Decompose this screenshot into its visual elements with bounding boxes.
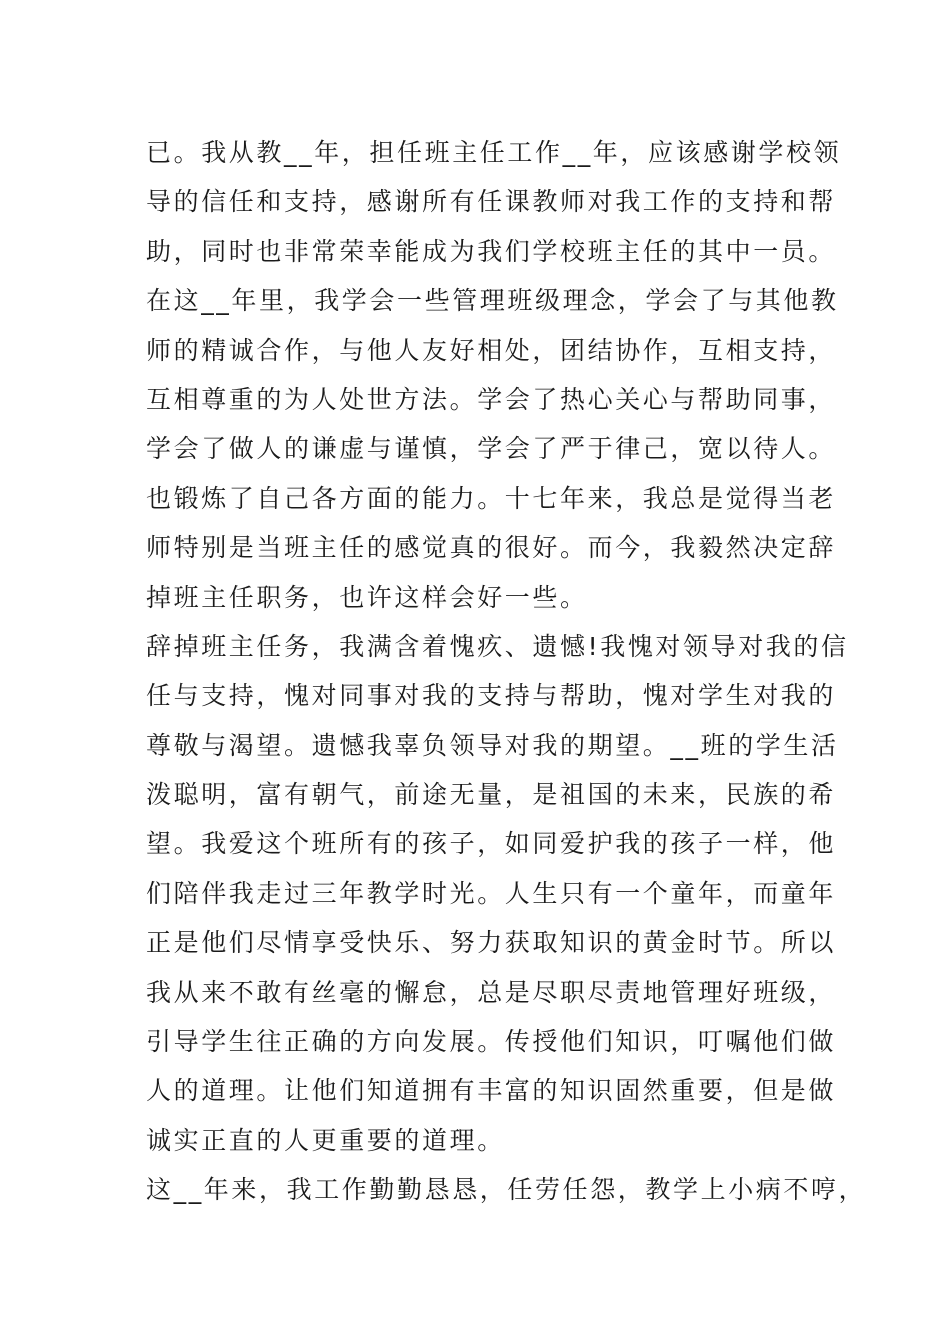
- text-line: 已。我从教__年，担任班主任工作__年，应该感谢学校领: [146, 138, 842, 167]
- text-line: 辞掉班主任务，我满含着愧疚、遗憾!我愧对领导对我的信: [146, 631, 849, 661]
- text-line: 这__年来，我工作勤勤恳恳，任劳任怨，教学上小病不哼，: [146, 1175, 867, 1205]
- text-line: 望。我爱这个班所有的孩子，如同爱护我的孩子一样，他: [146, 829, 837, 859]
- text-line: 掉班主任职务，也许这样会好一些。: [146, 582, 588, 612]
- text-line: 师的精诚合作，与他人友好相处，团结协作，互相支持，: [146, 335, 837, 365]
- text-line: 学会了做人的谦虚与谨慎，学会了严于律己，宽以待人。: [146, 434, 837, 464]
- text-line: 诚实正直的人更重要的道理。: [146, 1125, 505, 1155]
- text-line: 引导学生往正确的方向发展。传授他们知识，叮嘱他们做: [146, 1027, 837, 1057]
- text-line: 师特别是当班主任的感觉真的很好。而今，我毅然决定辞: [146, 533, 837, 563]
- text-line: 也锻炼了自己各方面的能力。十七年来，我总是觉得当老: [146, 483, 837, 513]
- text-line: 任与支持，愧对同事对我的支持与帮助，愧对学生对我的: [146, 681, 837, 711]
- text-line: 泼聪明，富有朝气，前途无量，是祖国的未来，民族的希: [146, 780, 837, 810]
- text-line: 导的信任和支持，感谢所有任课教师对我工作的支持和帮: [146, 187, 837, 217]
- text-line: 人的道理。让他们知道拥有丰富的知识固然重要，但是做: [146, 1076, 837, 1106]
- text-line: 在这__年里，我学会一些管理班级理念，学会了与其他教: [146, 286, 839, 316]
- text-line: 们陪伴我走过三年教学时光。人生只有一个童年，而童年: [146, 878, 837, 908]
- text-line: 我从来不敢有丝毫的懈怠，总是尽职尽责地管理好班级，: [146, 977, 837, 1007]
- text-line: 尊敬与渴望。遗憾我辜负领导对我的期望。__班的学生活: [146, 730, 839, 760]
- text-line: 正是他们尽情享受快乐、努力获取知识的黄金时节。所以: [146, 928, 837, 958]
- body-text: [146, 128, 867, 1215]
- text-line: 助，同时也非常荣幸能成为我们学校班主任的其中一员。: [146, 236, 837, 266]
- text-line: 互相尊重的为人处世方法。学会了热心关心与帮助同事，: [146, 384, 837, 414]
